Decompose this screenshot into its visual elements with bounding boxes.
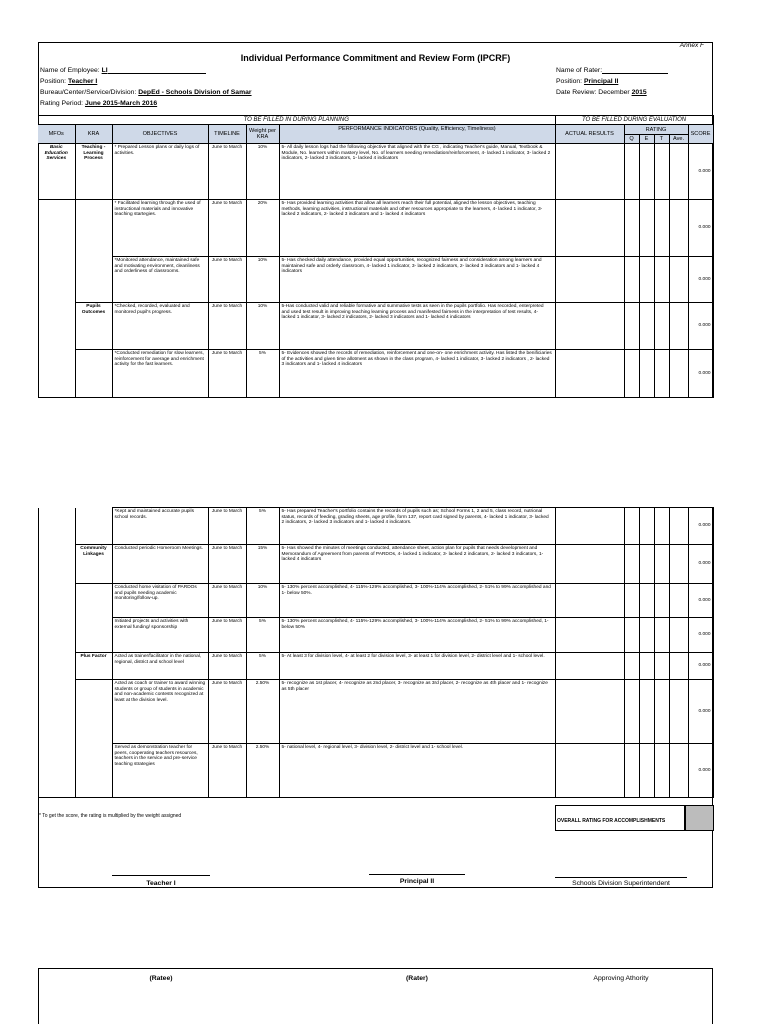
objective-cell: Initiated projects and activities with external funding/ sponsorship (112, 618, 208, 653)
employee-position-label: Position: (40, 78, 67, 85)
rating-e-cell[interactable] (639, 618, 654, 653)
rating-t-cell[interactable] (654, 680, 669, 744)
ipcrf-sheet-bottom (38, 508, 713, 888)
timeline-cell: June to March (208, 508, 246, 545)
kra-cell (75, 680, 112, 744)
rating-e-cell[interactable] (639, 144, 654, 200)
rating-period-row (40, 100, 157, 107)
rating-ave-cell[interactable] (669, 257, 688, 303)
employee-name-label: Name of Employee: (40, 67, 100, 74)
col-rating-e: E (639, 135, 654, 144)
rater-position-label: Position: (556, 78, 583, 85)
kra-cell (75, 508, 112, 545)
kra-cell (75, 618, 112, 653)
rater-position: Principal II (399, 878, 435, 885)
table2-body (38, 508, 713, 798)
rating-period-label: Rating Period: (40, 100, 84, 107)
score-cell: 0.000 (688, 584, 713, 618)
indicator-cell: 5- Has checked daily attendance, provided equal opportunities, recognized fairness and consideration among learners and maintained safe and orderly classroom, 4- lacked 1 indicator, 3- lacked 2 indicators, 2- lacked 3 indicators and 1- lacked 4 indicators (279, 257, 555, 303)
date-review-value[interactable]: 2015 (631, 89, 647, 96)
score-cell: 0.000 (688, 680, 713, 744)
col-rating-q: Q (624, 135, 639, 144)
mfo-cell: Basic Education Services (38, 144, 75, 200)
table-row (38, 350, 713, 398)
rating-t-cell[interactable] (654, 584, 669, 618)
rating-q-cell[interactable] (624, 257, 639, 303)
employee-name-value[interactable]: LI (101, 67, 108, 74)
date-review-row (556, 89, 647, 96)
mfo-cell (38, 744, 75, 798)
approver-position: Schools Division Superintendent (572, 880, 670, 887)
actual-results-cell[interactable] (555, 303, 624, 350)
employee-name-row (40, 67, 206, 74)
rating-ave-cell[interactable] (669, 350, 688, 398)
col-rating-ave: Ave. (669, 135, 688, 144)
rating-t-cell[interactable] (654, 144, 669, 200)
weight-cell: 10% (246, 584, 279, 618)
kra-cell: Teaching -Learning Process (75, 144, 112, 200)
score-cell: 0.000 (688, 200, 713, 257)
ratee-label: (Ratee) (149, 975, 173, 982)
indicator-cell: 5- Has provided learning activities that allow all learners reach their full potential, aligned the lesson objectives, teaching methods, learning activities, instructional materials and other resources appropriate to the learners, 4- lacked 1 indicator, 3- lacked 2 indicators, 2- lacked 3 indicators and 1- lacked 4 indicators (279, 200, 555, 257)
rating-q-cell[interactable] (624, 508, 639, 545)
table-row (38, 303, 713, 350)
rating-q-cell[interactable] (624, 200, 639, 257)
rating-q-cell[interactable] (624, 680, 639, 744)
score-footnote: * To get the score, the rating is multiplied by the weight assigned (39, 813, 182, 819)
actual-results-cell[interactable] (555, 584, 624, 618)
timeline-cell: June to March (208, 653, 246, 680)
col-score: SCORE (688, 125, 713, 144)
objective-cell: * Facilitated learning through the used of instructional materials and innovative teaching startegies. (112, 200, 208, 257)
table-row (38, 584, 713, 618)
objective-cell: *Monitored attendance, maintained safe and motivating environment, cleanliness and orderliness of classrooms. (112, 257, 208, 303)
rating-t-cell[interactable] (654, 200, 669, 257)
actual-results-cell[interactable] (555, 508, 624, 545)
score-cell: 0.000 (688, 618, 713, 653)
rater-name-blank[interactable] (602, 73, 668, 74)
col-indicators: PERFORMANCE INDICATORS (Quality, Efficiency, Timeliness) (279, 125, 555, 144)
weight-cell: 10% (246, 144, 279, 200)
objective-cell: Conducted periodic Homeroom Meetings. (112, 545, 208, 584)
table-row (38, 508, 713, 545)
ipcrf-signature-labels (38, 968, 713, 1024)
rating-e-cell[interactable] (639, 350, 654, 398)
table-row (38, 680, 713, 744)
indicator-cell: 5- Has showed the minutes of meetings conducted, attendance sheet, action plan for pupils that needs development and Memorandum of Agreement from parents of PARDOs, 4- lacked 1 indicator, 3- lacked 2 indicators, 2- lacked 3 indicators, 1- lacked 4 indicators (279, 545, 555, 584)
rating-ave-cell[interactable] (669, 653, 688, 680)
timeline-cell: June to March (208, 680, 246, 744)
table-row (38, 618, 713, 653)
weight-cell: 5% (246, 653, 279, 680)
rating-ave-cell[interactable] (669, 584, 688, 618)
weight-cell: 10% (246, 257, 279, 303)
rating-t-cell[interactable] (654, 744, 669, 798)
overall-rating-score[interactable] (685, 805, 714, 831)
table-row (38, 653, 713, 680)
objective-cell: *Checked, recorded, evaluated and monitored pupil's progress. (112, 303, 208, 350)
rating-t-cell[interactable] (654, 508, 669, 545)
timeline-cell: June to March (208, 200, 246, 257)
weight-cell: 10% (246, 303, 279, 350)
weight-cell: 5% (246, 618, 279, 653)
mfo-cell (38, 653, 75, 680)
timeline-cell: June to March (208, 350, 246, 398)
employee-name-blank (108, 73, 206, 74)
objective-cell: Acted as trainer/facilitator in the national, regional, district and school level (112, 653, 208, 680)
weight-cell: 5% (246, 350, 279, 398)
mfo-cell (38, 508, 75, 545)
indicator-cell: 5- national level, 4- regional level, 3- division level, 2- district level and 1- school level. (279, 744, 555, 798)
kra-cell (75, 350, 112, 398)
col-weight: Weight per KRA (246, 125, 279, 144)
rating-q-cell[interactable] (624, 653, 639, 680)
indicator-cell: 5- Evidences showed the records of remediation, reinforcement and one-on- one enrichment activity. Has listed the benificiaries of the activities and given time allotment as shown in the class program, 4- lacked 1 indicator, 3- lacked 2 indicators , 2- lacked 3 indicators and 1- lacked 4 indicators (279, 350, 555, 398)
kra-cell: Pupils Outcomes (75, 303, 112, 350)
weight-cell: 15% (246, 545, 279, 584)
actual-results-cell[interactable] (555, 144, 624, 200)
timeline-cell: June to March (208, 144, 246, 200)
form-title: Individual Performance Commitment and Review Form (IPCRF) (240, 53, 511, 63)
table-row (38, 200, 713, 257)
rater-name-row (556, 67, 668, 74)
kra-cell (75, 257, 112, 303)
objective-cell: *Kept and maintained accurate pupils school records. (112, 508, 208, 545)
rating-ave-cell[interactable] (669, 680, 688, 744)
col-rating-t: T (654, 135, 669, 144)
objective-cell: Served as demonstration teacher for peers, cooperating teachers resources, teachers in the service and pre-service teaching strategies (112, 744, 208, 798)
overall-rating-label: OVERALL RATING FOR ACCOMPLISHMENTS (557, 818, 666, 824)
mfo-cell (38, 545, 75, 584)
rating-ave-cell[interactable] (669, 545, 688, 584)
rater-label: (Rater) (406, 975, 428, 982)
kra-cell: Plus Factor (75, 653, 112, 680)
actual-results-cell[interactable] (555, 200, 624, 257)
col-objectives: OBJECTIVES (112, 125, 208, 144)
rating-t-cell[interactable] (654, 350, 669, 398)
rating-q-cell[interactable] (624, 618, 639, 653)
mfo-cell (38, 584, 75, 618)
weight-cell: 2.50% (246, 744, 279, 798)
indicator-cell: 5- 130% percent accomplished, 4- 115%-129% accomplished, 3- 100%-114% accomplished, 2- 51% to 99% accomplished and 1- below 50%. (279, 584, 555, 618)
employee-position-row (40, 78, 97, 85)
timeline-cell: June to March (208, 257, 246, 303)
actual-results-cell[interactable] (555, 545, 624, 584)
employee-bureau-value[interactable]: DepEd - Schools Division of Samar (138, 89, 252, 96)
kra-cell: Community Linkages (75, 545, 112, 584)
rating-t-cell[interactable] (654, 545, 669, 584)
score-cell: 0.000 (688, 303, 713, 350)
score-cell: 0.000 (688, 744, 713, 798)
actual-results-cell[interactable] (555, 744, 624, 798)
score-cell: 0.000 (688, 508, 713, 545)
objective-cell: Acted as coach or trainer to award winning students or group of students in academic and non-academic contests recognized at least at the division level. (112, 680, 208, 744)
kra-cell (75, 200, 112, 257)
rating-e-cell[interactable] (639, 680, 654, 744)
mfo-cell (38, 303, 75, 350)
timeline-cell: June to March (208, 303, 246, 350)
rater-position-row (556, 78, 618, 85)
rating-t-cell[interactable] (654, 653, 669, 680)
indicator-cell: 5- All daily lesson logs had the following objective that aligned with the CG , indicating Teacher's guide, Manual, Textbook & Module, No. learners within mastery level, No. of learners needing remediation/reinforcement, 4- lacked 1 indicator, 3- lacked 2 indicators, 2- lacked 3 indicators, 1- lacked 4 indicators (279, 144, 555, 200)
rating-period-value[interactable]: June 2015-March 2016 (84, 100, 158, 107)
rating-e-cell[interactable] (639, 545, 654, 584)
approver-label: Approving Athority (593, 975, 649, 982)
weight-cell: 5% (246, 508, 279, 545)
ratee-position: Teacher I (146, 880, 176, 887)
score-cell: 0.000 (688, 257, 713, 303)
table-row (38, 744, 713, 798)
rating-e-cell[interactable] (639, 744, 654, 798)
rating-ave-cell[interactable] (669, 618, 688, 653)
rating-ave-cell[interactable] (669, 744, 688, 798)
mfo-cell (38, 680, 75, 744)
rating-e-cell[interactable] (639, 200, 654, 257)
rating-q-cell[interactable] (624, 303, 639, 350)
rating-ave-cell[interactable] (669, 144, 688, 200)
col-kra: KRA (75, 125, 112, 144)
timeline-cell: June to March (208, 584, 246, 618)
weight-cell: 20% (246, 200, 279, 257)
col-mfos: MFOs (38, 125, 75, 144)
rating-t-cell[interactable] (654, 303, 669, 350)
kra-cell (75, 744, 112, 798)
approver-signature-line[interactable] (555, 877, 687, 878)
timeline-cell: June to March (208, 618, 246, 653)
col-actual-results: ACTUAL RESULTS (555, 125, 624, 144)
overall-rating-box (555, 805, 685, 831)
table-row (38, 257, 713, 303)
planning-band: TO BE FILLED IN DURING PLANNING (38, 116, 555, 125)
mfo-cell (38, 618, 75, 653)
timeline-cell: June to March (208, 744, 246, 798)
employee-position-value[interactable]: Teacher I (67, 78, 98, 85)
score-cell: 0.000 (688, 144, 713, 200)
rating-q-cell[interactable] (624, 350, 639, 398)
timeline-cell: June to March (208, 545, 246, 584)
rating-ave-cell[interactable] (669, 508, 688, 545)
objective-cell: * Prepared Lesson plans or daily logs of activities. (112, 144, 208, 200)
col-rating: RATING (624, 125, 688, 135)
indicator-cell: 5-Has conducted valid and reliable formative and summative tests as seen in the pupils portfolio. Has recorded, enterpreted and used test result in improving teaching learning process and manifested fairness in the interpretation of test results, 4- lacked 1 indicator, 3- lacked 2 indicators, 2- lacked 3 indicators and 1- lacked 4 indicators (279, 303, 555, 350)
col-timeline: TIMELINE (208, 125, 246, 144)
employee-bureau-label: Bureau/Center/Service/Division: (40, 89, 137, 96)
rating-t-cell[interactable] (654, 257, 669, 303)
rating-ave-cell[interactable] (669, 303, 688, 350)
rating-e-cell[interactable] (639, 508, 654, 545)
rating-e-cell[interactable] (639, 653, 654, 680)
ratee-signature-line[interactable] (112, 875, 210, 876)
employee-bureau-row (40, 89, 252, 96)
rating-q-cell[interactable] (624, 584, 639, 618)
actual-results-cell[interactable] (555, 257, 624, 303)
ipcrf-table-part2 (38, 507, 714, 798)
actual-results-cell[interactable] (555, 618, 624, 653)
rating-q-cell[interactable] (624, 545, 639, 584)
indicator-cell: 5- 130% percent accomplished, 4- 115%-129% accomplished, 3- 100%-114% accomplished, 2- 51% to 99% accomplished, 1- below 50% (279, 618, 555, 653)
rating-t-cell[interactable] (654, 618, 669, 653)
rater-name-label: Name of Rater: (556, 67, 603, 74)
mfo-cell (38, 200, 75, 257)
ipcrf-sheet-top (38, 42, 713, 398)
rater-position-value[interactable]: Principal II (583, 78, 619, 85)
indicator-cell: 5- At least 3 for division level, 4- at least 2 for division level, 3- at least 1 for division level, 2- district level and 1- school level. (279, 653, 555, 680)
rating-q-cell[interactable] (624, 144, 639, 200)
score-cell: 0.000 (688, 350, 713, 398)
weight-cell: 2.50% (246, 680, 279, 744)
rater-signature-line[interactable] (369, 874, 465, 875)
rating-e-cell[interactable] (639, 257, 654, 303)
actual-results-cell[interactable] (555, 350, 624, 398)
rating-e-cell[interactable] (639, 584, 654, 618)
rating-q-cell[interactable] (624, 744, 639, 798)
indicator-cell: 5- Has prepared Teacher's portfolio contains the records of pupils such as; School Forms 1, 2 and 5, class record, nutrional status, records of feeding, grading sheets, age profile, form 137, report card signed by parents, 4- lacked 1 indicator, 3- lacked 2 indicators, 2- lacked 3 indicators and 1- lacked 4 indicators. (279, 508, 555, 545)
actual-results-cell[interactable] (555, 680, 624, 744)
rating-ave-cell[interactable] (669, 200, 688, 257)
table-row (38, 144, 713, 200)
table1-body (38, 144, 713, 398)
score-cell: 0.000 (688, 653, 713, 680)
table-row (38, 545, 713, 584)
mfo-cell (38, 350, 75, 398)
date-review-label: Date Review: December (556, 89, 630, 96)
annex-label: Annex F (679, 42, 704, 49)
ipcrf-table-part1 (38, 115, 714, 398)
objective-cell: *Conducted remediation for slow learners, reinforcement for average and enrichment activity for the fast learners. (112, 350, 208, 398)
rating-e-cell[interactable] (639, 303, 654, 350)
evaluation-band: TO BE FILLED DURING EVALUATION (555, 116, 713, 125)
objective-cell: Conducted home visitation of PARDOs and pupils needing academic monitoring/follow-up. (112, 584, 208, 618)
kra-cell (75, 584, 112, 618)
indicator-cell: 5- recognize as 1st placer, 4- recognize as 2nd placer, 3- recognize as 3rd placer, 2- recognize as 4th placer and 1- recognize as 5th placer (279, 680, 555, 744)
score-cell: 0.000 (688, 545, 713, 584)
actual-results-cell[interactable] (555, 653, 624, 680)
mfo-cell (38, 257, 75, 303)
